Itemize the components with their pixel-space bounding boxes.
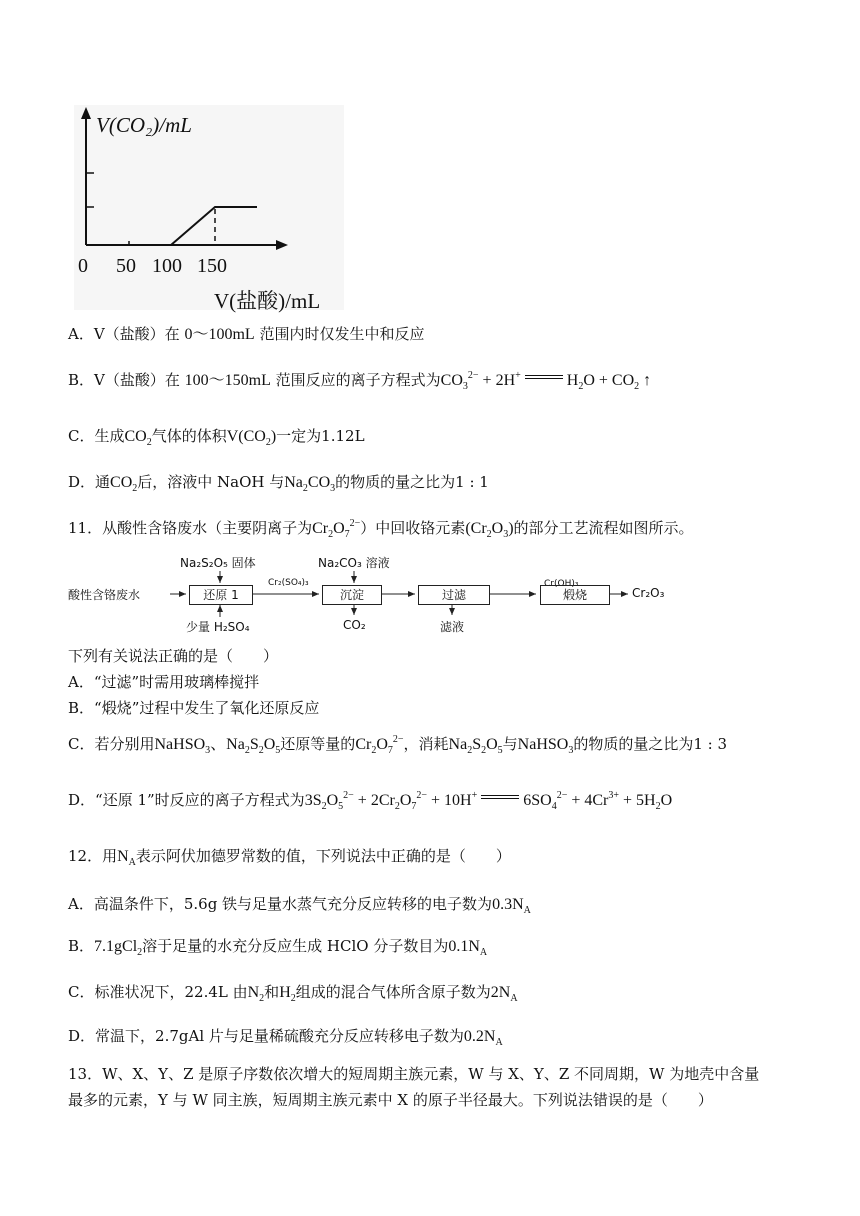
flow-box-reduce: 还原 1 (189, 585, 253, 605)
q11-option-c: C．若分别用NaHSO$_3$、$Na_2S_2O_5$还原等量的$Cr_2O_7^{2-}$，消耗$Na_2S_2O_5$与NaHSO$_3$的物质的量之比为1 : 3 (68, 734, 728, 756)
flow-box-calcine: 煅烧 (540, 585, 610, 605)
q11-option-a: A．“过滤”时需用玻璃棒搅拌 (68, 673, 260, 691)
flow-arrow3-label: Cr(OH)₃ (544, 579, 579, 589)
flow-reduce-acid: 少量 H₂SO₄ (186, 620, 250, 634)
q13-line-2: 最多的元素，Y 与 W 同主族，短周期主族元素中 X 的原子半径最大。下列说法错误的是（ ） (68, 1091, 713, 1109)
q11-option-b: B．“煅烧”过程中发生了氧化还原反应 (68, 699, 320, 717)
process-flowchart (68, 552, 788, 640)
tick-150: 150 (197, 255, 227, 277)
y-axis-label: V(CO₂)/mL (96, 113, 192, 137)
graph (74, 105, 344, 313)
q12-stem: 12．用$N_A$表示阿伏加德罗常数的值，下列说法中正确的是（ ） (68, 847, 511, 868)
flow-end: Cr₂O₃ (632, 586, 665, 600)
flow-arrow1-label: Cr₂(SO₄)₃ (268, 578, 309, 588)
flow-start: 酸性含铬废水 (68, 588, 141, 602)
q12-option-c: C．标准状况下，22.4L 由$N_2$和$H_2$组成的混合气体所含原子数为$2N_A$ (68, 983, 518, 1004)
q13-line-1: 13．W、X、Y、Z 是原子序数依次增大的短周期主族元素，W 与 X、Y、Z 不同周期，W 为地壳中含量 (68, 1065, 760, 1083)
tick-50: 50 (116, 255, 136, 277)
flow-box-filter: 过滤 (418, 585, 490, 605)
x-axis-label: V(盐酸)/mL (214, 289, 321, 313)
flow-reduce-input: Na₂S₂O₅ 固体 (180, 556, 256, 570)
co2-curve (171, 207, 257, 245)
q10-option-c: C．生成$CO_2$气体的体积$V(CO_2)$一定为1.12L (68, 427, 365, 448)
q10-option-b: B．V（盐酸）在 100～150mL 范围反应的离子方程式为$CO_3^{2-} + 2H^+$ $H_2O + CO_2$ ↑ (68, 370, 652, 392)
tick-100: 100 (152, 255, 182, 277)
flow-precipitate-output: CO₂ (343, 618, 366, 632)
q12-option-d: D．常温下，2.7gAl 片与足量稀硫酸充分反应转移电子数为$0.2N_A$ (68, 1027, 503, 1048)
q12-option-b: B．7.1gCl$_2$溶于足量的水充分反应生成 HClO 分子数目为$0.1N_A$ (68, 937, 488, 958)
flow-box-precipitate: 沉淀 (322, 585, 382, 605)
q11-option-d: D．“还原 1”时反应的离子方程式为$3S_2O_5^{2-} + 2Cr_2O_7^{2-} + 10H^+$ $6SO_4^{2-} + 4Cr^{3+} + 5H_2O$ (68, 790, 673, 812)
q11-stem: 11．从酸性含铬废水（主要阴离子为$Cr_2O_7^{2-}$）中回收铬元素$(Cr_2O_3)$的部分工艺流程如图所示。 (68, 518, 694, 540)
q10-option-a: A．V（盐酸）在 0～100mL 范围内时仅发生中和反应 (68, 325, 425, 343)
q11-ask: 下列有关说法正确的是（ ） (68, 647, 279, 665)
tick-0: 0 (78, 255, 88, 277)
q10-option-d: D．通$CO_2$后，溶液中 NaOH 与$Na_2CO_3$的物质的量之比为1 : 1 (68, 473, 489, 494)
flow-filtrate: 滤液 (440, 620, 465, 634)
flow-precipitate-input: Na₂CO₃ 溶液 (318, 556, 390, 570)
q12-option-a: A．高温条件下，5.6g 铁与足量水蒸气充分反应转移的电子数为$0.3N_A$ (68, 895, 531, 916)
